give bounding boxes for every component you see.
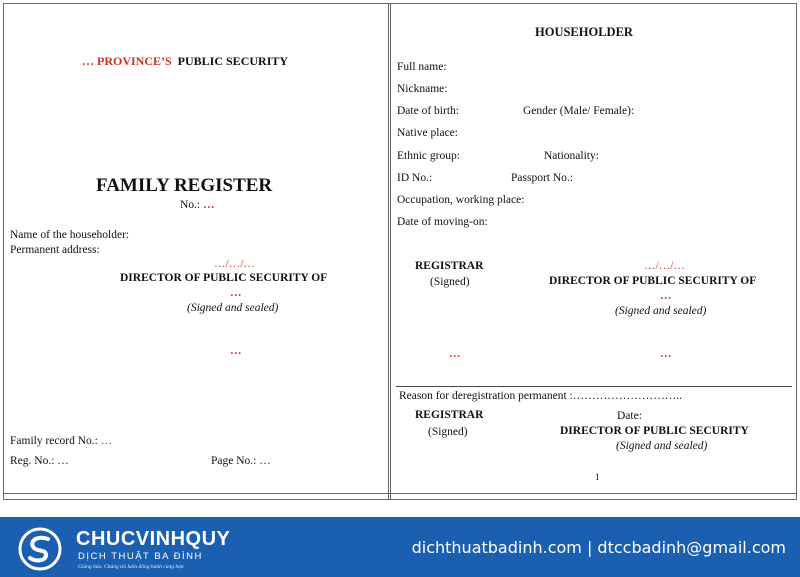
deregistration-rule <box>396 386 792 387</box>
occupation-label: Occupation, working place: <box>397 194 525 206</box>
left-director-dots: … <box>230 287 242 299</box>
left-signed-note: (Signed and sealed) <box>187 302 279 314</box>
right-director-title: DIRECTOR OF PUBLIC SECURITY OF <box>549 275 757 287</box>
page-divider <box>388 3 391 500</box>
registrar2-signed-note: (Signed) <box>428 426 468 438</box>
page-number: 1 <box>595 472 600 482</box>
brand-tagline: Giảng bảo. Chúng tôi luôn đồng hành cùng bạn <box>78 564 184 570</box>
document-title: FAMILY REGISTER <box>96 175 273 196</box>
dob-label: Date of birth: <box>397 105 459 117</box>
contact-info: dichthuatbadinh.com | dtccbadinh@gmail.com <box>411 538 786 557</box>
issuer-heading <box>82 54 288 68</box>
page-number-field: Page No.: … <box>211 455 271 467</box>
brand-name: CHUCVINHQUY <box>76 528 231 550</box>
native-place-label: Native place: <box>397 127 458 139</box>
director2-signed-note: (Signed and sealed) <box>616 440 708 452</box>
registrar2-title: REGISTRAR <box>415 409 484 421</box>
registrar-signature-dots: … <box>449 348 461 360</box>
family-record-number <box>10 435 112 449</box>
right-issue-date: …/…/… <box>644 260 685 272</box>
right-director-dots: … <box>660 290 672 302</box>
family-record-value: … <box>100 435 113 447</box>
nationality-label: Nationality: <box>544 150 599 162</box>
issuer-province: … PROVINCE’S <box>82 54 172 68</box>
nickname-label: Nickname: <box>397 83 448 95</box>
deregistration-reason: Reason for deregistration permanent :……………………….. <box>399 390 682 402</box>
brand-subtitle: DỊCH THUẬT BA ĐÌNH <box>78 551 203 562</box>
registrar-signed-note: (Signed) <box>430 276 470 288</box>
householder-heading: HOUSEHOLDER <box>535 25 633 39</box>
director2-title: DIRECTOR OF PUBLIC SECURITY <box>560 425 749 437</box>
company-logo-icon <box>18 527 62 571</box>
right-signed-note: (Signed and sealed) <box>615 305 707 317</box>
left-director-title: DIRECTOR OF PUBLIC SECURITY OF <box>120 272 328 284</box>
register-number <box>180 199 215 213</box>
householder-name-label: Name of the householder: <box>10 229 130 241</box>
ethnic-group-label: Ethnic group: <box>397 150 460 162</box>
left-issue-date: …/…/… <box>214 258 255 270</box>
family-record-label: Family record No.: <box>10 435 98 447</box>
gender-label: Gender (Male/ Female): <box>523 105 635 117</box>
full-name-label: Full name: <box>397 61 447 73</box>
register-number-value: … <box>203 199 215 211</box>
left-signature-dots: … <box>230 345 242 357</box>
permanent-address-label: Permanent address: <box>10 244 100 256</box>
register-number-label: No.: <box>180 199 201 211</box>
registrar-title: REGISTRAR <box>415 260 484 272</box>
reg-number: Reg. No.: … <box>10 455 69 467</box>
moving-on-date-label: Date of moving-on: <box>397 216 488 228</box>
document-bottom-rule <box>3 493 797 500</box>
id-number-label: ID No.: <box>397 172 433 184</box>
issuer-public-security: PUBLIC SECURITY <box>177 54 289 68</box>
passport-number-label: Passport No.: <box>511 172 573 184</box>
deregistration-date-label: Date: <box>617 410 642 422</box>
director-signature-dots: … <box>660 348 672 360</box>
